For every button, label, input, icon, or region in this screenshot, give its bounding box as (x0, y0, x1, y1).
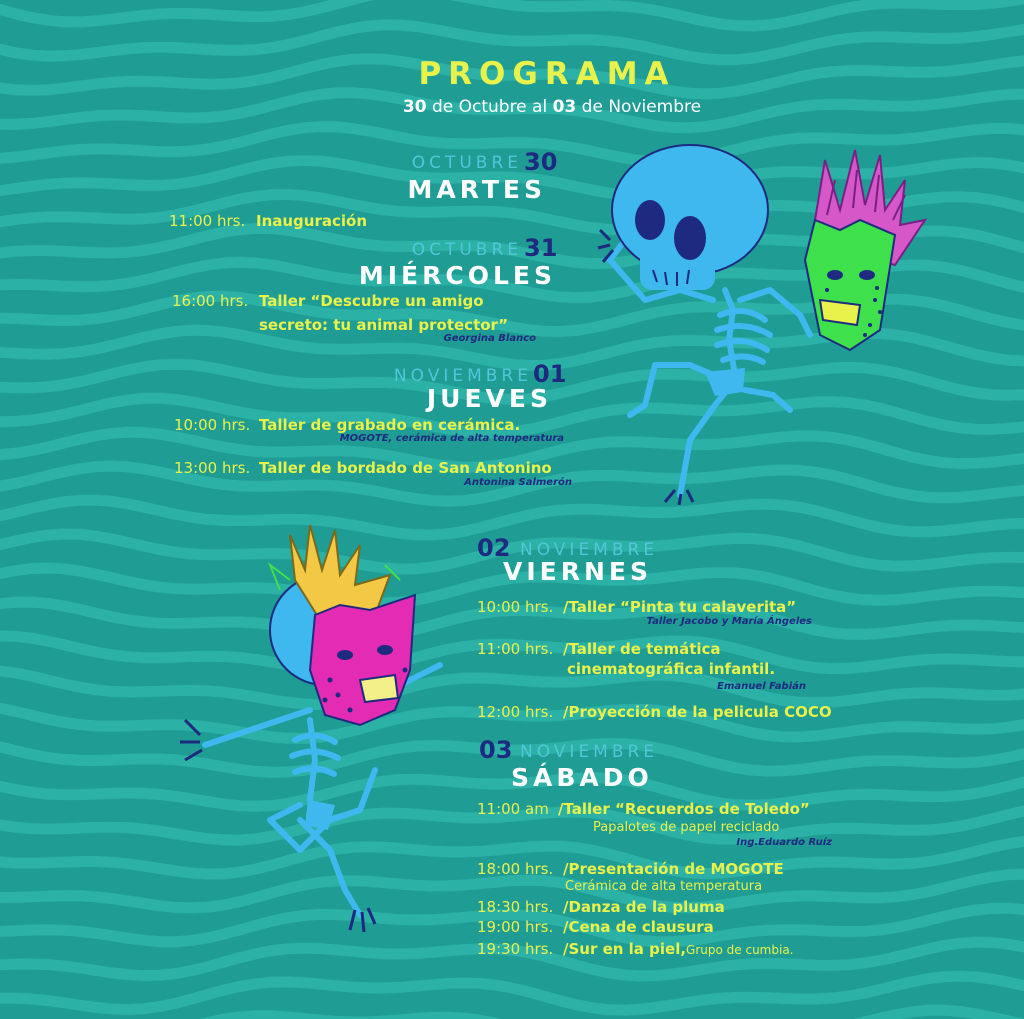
event-host: Emanuel Fabián (717, 681, 806, 692)
day-month: OCTUBRE (411, 240, 522, 260)
day-name: JUEVES (426, 384, 552, 413)
day-number: 02 (477, 534, 511, 562)
event-title (563, 940, 793, 958)
event-title-continued: secreto: tu animal protector” (259, 316, 509, 334)
event-title: /Taller “Pinta tu calaverita” (563, 598, 797, 616)
event-subtitle: Grupo de cumbia. (686, 943, 794, 957)
event-title: /Taller de temática (563, 640, 721, 658)
skeleton-dancer-left-illustration (160, 520, 460, 940)
event-time: 11:00 am (477, 800, 549, 818)
event-time: 13:00 hrs. (174, 459, 251, 477)
day-name: VIERNES (503, 557, 652, 586)
skeleton-dancer-right-illustration (595, 140, 940, 505)
event-title: /Proyección de la pelicula COCO (563, 703, 832, 721)
wave-stripe (0, 0, 1024, 26)
date-from-number: 30 (402, 97, 427, 117)
event-title: Inauguración (256, 212, 368, 230)
event-time: 11:00 hrs. (477, 640, 554, 658)
day-name: MIÉRCOLES (358, 261, 556, 290)
event-time: 10:00 hrs. (477, 598, 554, 616)
day-number: 30 (524, 148, 558, 176)
event-host: Taller Jacobo y María Ángeles (646, 616, 812, 627)
day-number: 01 (533, 360, 567, 388)
event-title: /Cena de clausura (563, 918, 714, 936)
event-host: Antonina Salmerón (464, 477, 572, 488)
event-time: 19:30 hrs. (477, 940, 554, 958)
date-range (0, 97, 1024, 117)
event-time: 11:00 hrs. (169, 212, 246, 230)
day-month: NOVIEMBRE (520, 742, 659, 762)
date-to-number: 03 (552, 97, 577, 117)
day-month: NOVIEMBRE (393, 366, 532, 386)
event-time: 16:00 hrs. (172, 292, 249, 310)
wave-stripe (0, 25, 1024, 60)
date-to-text: de Noviembre (581, 97, 702, 117)
event-host: Ing.Eduardo Ruíz (736, 837, 832, 848)
event-title-text: /Sur en la piel, (563, 940, 687, 958)
event-time: 12:00 hrs. (477, 703, 554, 721)
day-month: NOVIEMBRE (520, 540, 659, 560)
event-host: Georgina Blanco (443, 333, 536, 344)
day-month: OCTUBRE (411, 153, 522, 173)
event-title: Taller de bordado de San Antonino (259, 459, 552, 477)
event-title: /Taller “Recuerdos de Toledo” (558, 800, 810, 818)
event-host: MOGOTE, cerámica de alta temperatura (339, 433, 564, 444)
event-time: 19:00 hrs. (477, 918, 554, 936)
event-time: 18:30 hrs. (477, 898, 554, 916)
day-name: SÁBADO (511, 763, 653, 792)
day-number: 31 (524, 234, 558, 262)
event-title: /Danza de la pluma (563, 898, 725, 916)
wave-stripe (0, 976, 1024, 1010)
event-title: Taller de grabado en cerámica. (259, 416, 521, 434)
event-title-continued: cinematográfica infantil. (567, 660, 776, 678)
event-subtitle: Papalotes de papel reciclado (593, 820, 780, 835)
event-title: Taller “Descubre un amigo (259, 292, 484, 310)
event-time: 18:00 hrs. (477, 860, 554, 878)
day-name: MARTES (407, 175, 546, 204)
date-from-text: de Octubre al (431, 97, 548, 117)
wave-stripe (0, 671, 1024, 705)
event-title: /Presentación de MOGOTE (563, 860, 784, 878)
page-title: PROGRAMA (418, 56, 676, 92)
event-time: 10:00 hrs. (174, 416, 251, 434)
day-number: 03 (479, 736, 513, 764)
event-subtitle: Cerámica de alta temperatura (565, 879, 763, 894)
wave-stripe (0, 500, 1024, 535)
